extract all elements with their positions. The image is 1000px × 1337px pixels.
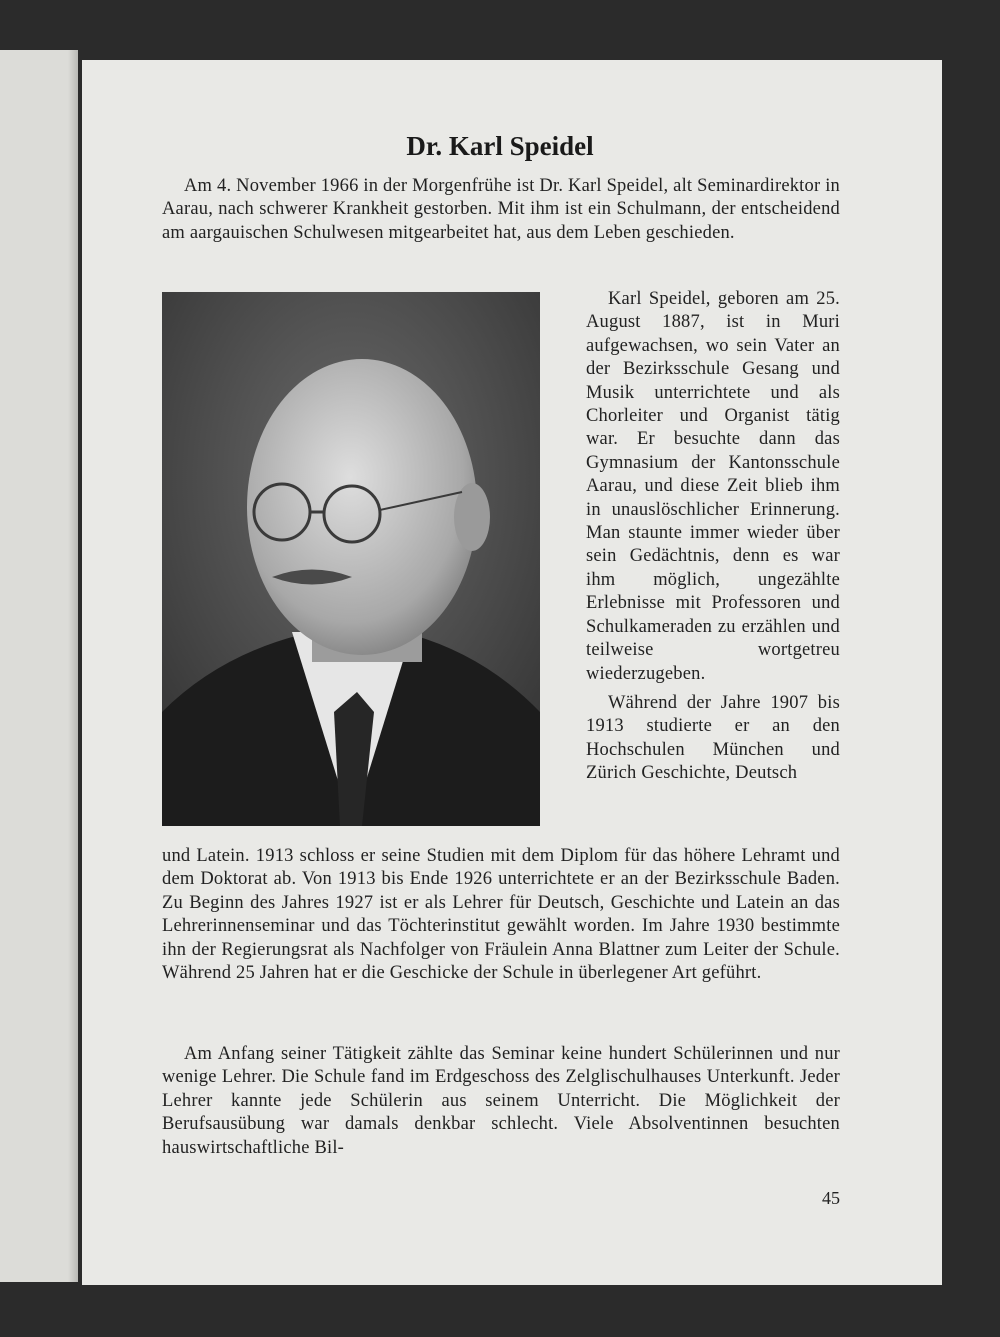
column-paragraph-1: Karl Speidel, geboren am 25. August 1887, ist in Muri aufgewachsen, wo sein Vater an der Bezirksschule Gesang und Musik unterrichtete und als Chorleiter und Organist tätig war. Er besuchte dann das Gymnasium der Kantonsschule Aarau, und diese Zeit blieb ihm in unauslöschlicher Erinnerung. Man staunte immer wieder über sein Gedächtnis, denn es war ihm möglich, ungezählte Erlebnisse mit Professoren und Schulkameraden zu erzählen und teilweise wortgetreu wiederzugeben. (586, 289, 840, 684)
intro-paragraph: Am 4. November 1966 in der Morgenfrühe ist Dr. Karl Speidel, alt Seminardirektor in Aarau, nach schwerer Krankheit gestorben. Mit ihm ist ein Schulmann, der entscheidend am aargauischen Schulwesen mitgearbeitet hat, aus dem Leben geschieden. (162, 176, 840, 243)
previous-page-edge (0, 50, 78, 1282)
right-column-text (586, 288, 840, 786)
continuation-paragraph: und Latein. 1913 schloss er seine Studien mit dem Diplom für das höhere Lehramt und dem Doktorat ab. Von 1913 bis Ende 1926 unterrichtete er an der Bezirksschule Baden. Zu Beginn des Jahres 1927 ist er als Lehrer für Deutsch, Geschichte und Latein an das Lehrerinnenseminar und das Töchterinstitut gewählt worden. Im Jahre 1930 bestimmte ihn der Regierungsrat als Nachfolger von Fräulein Anna Blattner zum Leiter der Schule. Während 25 Jahren hat er die Geschicke der Schule in überlegener Art geführt. (162, 846, 840, 984)
column-paragraph-2: Während der Jahre 1907 bis 1913 studierte er an den Hochschulen München und Zürich Geschichte, Deutsch (586, 692, 840, 784)
portrait-photo (162, 292, 540, 826)
article-title: Dr. Karl Speidel (406, 131, 594, 161)
book-spine (68, 50, 78, 1282)
final-paragraph: Am Anfang seiner Tätigkeit zählte das Seminar keine hundert Schülerinnen und nur wenige Lehrer. Die Schule fand im Erdgeschoss des Zelglischulhauses Unterkunft. Jeder Lehrer kannte jede Schülerin aus seinem Unterricht. Die Möglichkeit der Berufsausübung war damals denkbar schlecht. Viele Absolventinnen besuchten hauswirtschaftliche Bil- (162, 1044, 840, 1158)
page-number: 45 (822, 1188, 840, 1208)
